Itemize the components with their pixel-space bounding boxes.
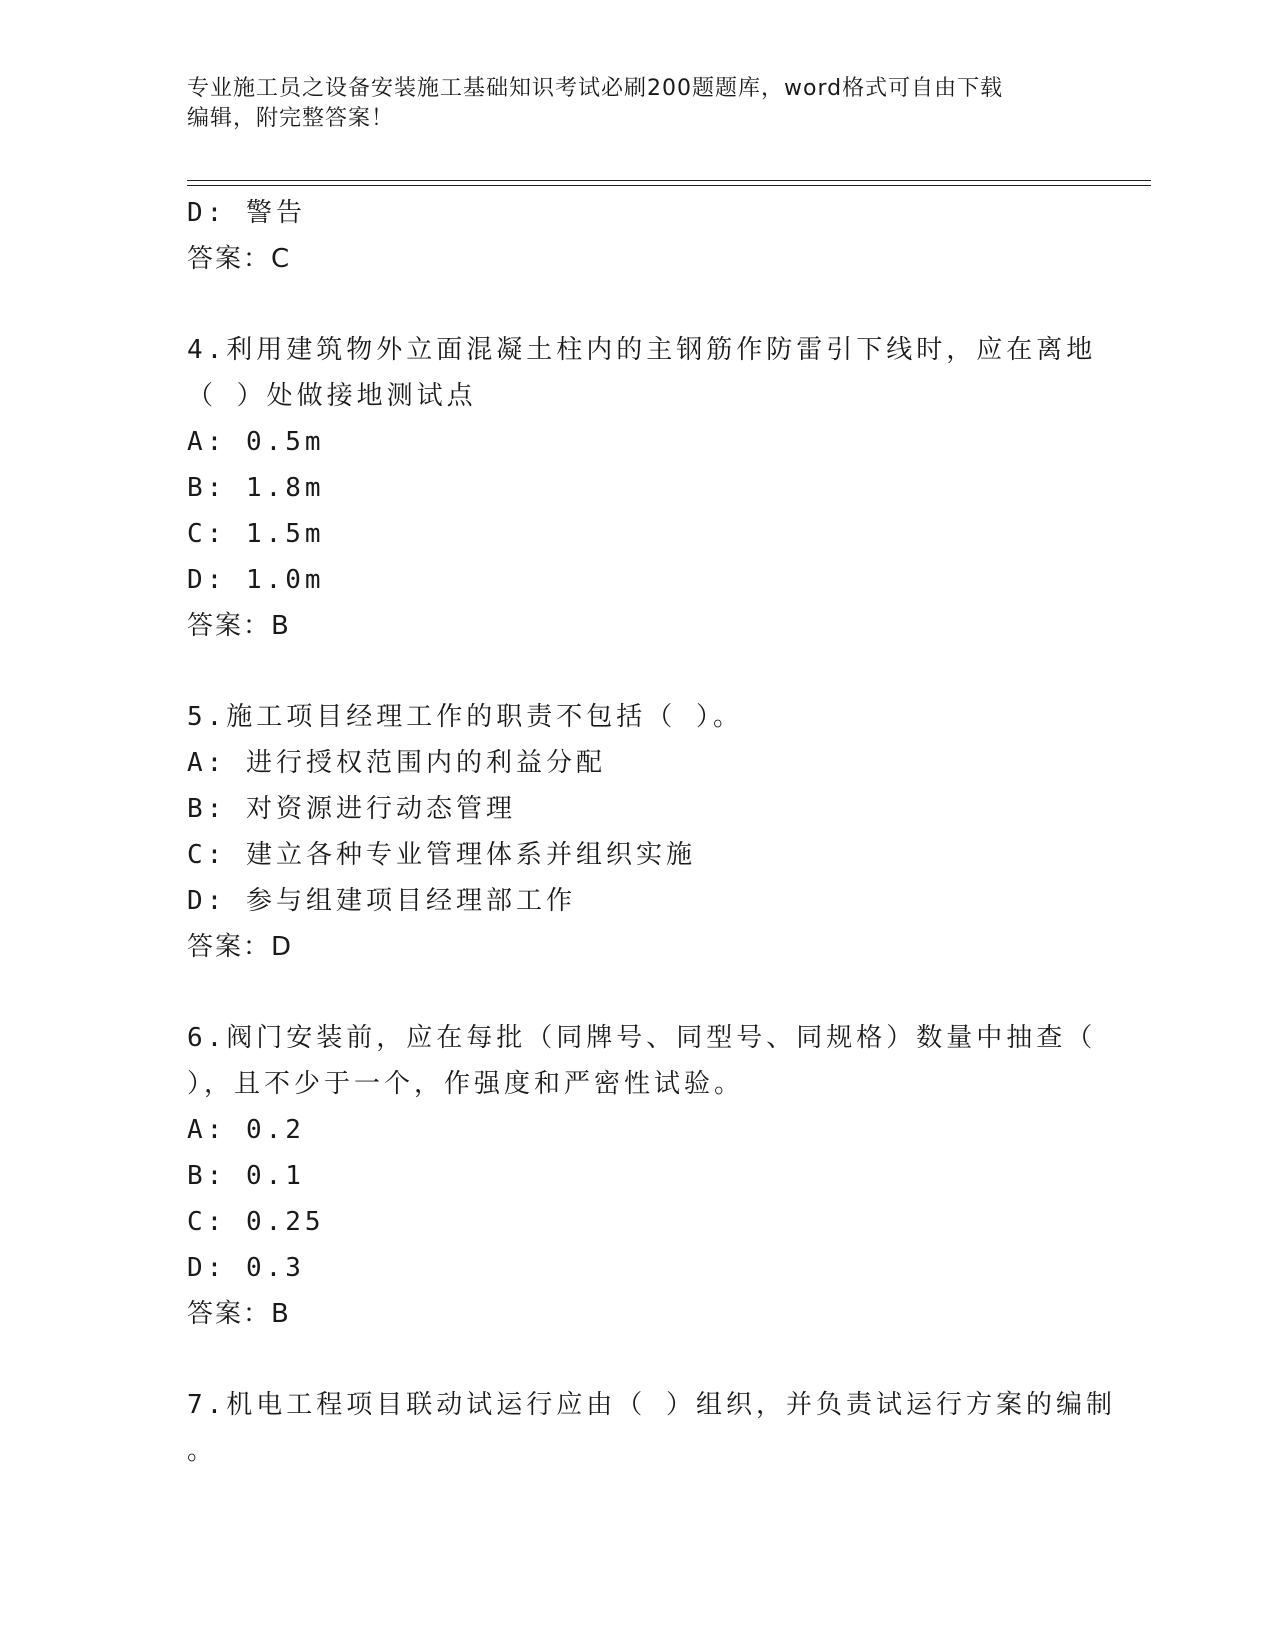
question-text: 6.阀门安装前，应在每批（同牌号、同型号、同规格）数量中抽查（: [187, 1023, 1097, 1053]
document-header: [187, 74, 1087, 134]
option-a: A: 进行授权范围内的利益分配: [187, 748, 606, 778]
question-text: 4.利用建筑物外立面混凝土柱内的主钢筋作防雷引下线时，应在离地: [187, 335, 1097, 365]
question-text-continued: ），且不少于一个，作强度和严密性试验。: [187, 1069, 745, 1099]
option-c: C: 0.25: [187, 1207, 325, 1237]
question-list: [187, 190, 1116, 1474]
question-text-continued: 。: [187, 1436, 218, 1466]
question-text: 5.施工项目经理工作的职责不包括（ ）。: [187, 702, 743, 732]
option-d: D: 参与组建项目经理部工作: [187, 886, 576, 916]
header-title-line1: 专业施工员之设备安装施工基础知识考试必刷200题题库，word格式可自由下载: [187, 76, 1004, 101]
header-title-line2: 编辑，附完整答案！: [187, 106, 395, 131]
question-6: [187, 1015, 1097, 1337]
option-b: B: 1.8m: [187, 473, 325, 503]
question-7: [187, 1382, 1116, 1474]
question-4: [187, 327, 1097, 649]
option-a: A: 0.5m: [187, 427, 325, 457]
question-5: [187, 694, 1087, 970]
option-b: B: 0.1: [187, 1161, 305, 1191]
option-d: D: 0.3: [187, 1253, 305, 1283]
answer-label: 答案：B: [187, 1299, 291, 1329]
question-text-continued: （ ）处做接地测试点: [187, 381, 477, 411]
option-d: D: 1.0m: [187, 565, 325, 595]
answer-label: 答案：B: [187, 611, 291, 641]
answer-label: 答案：D: [187, 932, 294, 962]
option-a: A: 0.2: [187, 1115, 305, 1145]
option-b: B: 对资源进行动态管理: [187, 794, 516, 824]
option-c: C: 建立各种专业管理体系并组织实施: [187, 840, 696, 870]
answer-label: 答案：C: [187, 244, 292, 274]
header-divider-top: [187, 180, 1151, 181]
header-divider-bottom: [187, 185, 1151, 186]
option-d: D: 警告: [187, 198, 306, 228]
question-text: 7.机电工程项目联动试运行应由（ ）组织，并负责试运行方案的编制: [187, 1390, 1116, 1420]
option-c: C: 1.5m: [187, 519, 325, 549]
